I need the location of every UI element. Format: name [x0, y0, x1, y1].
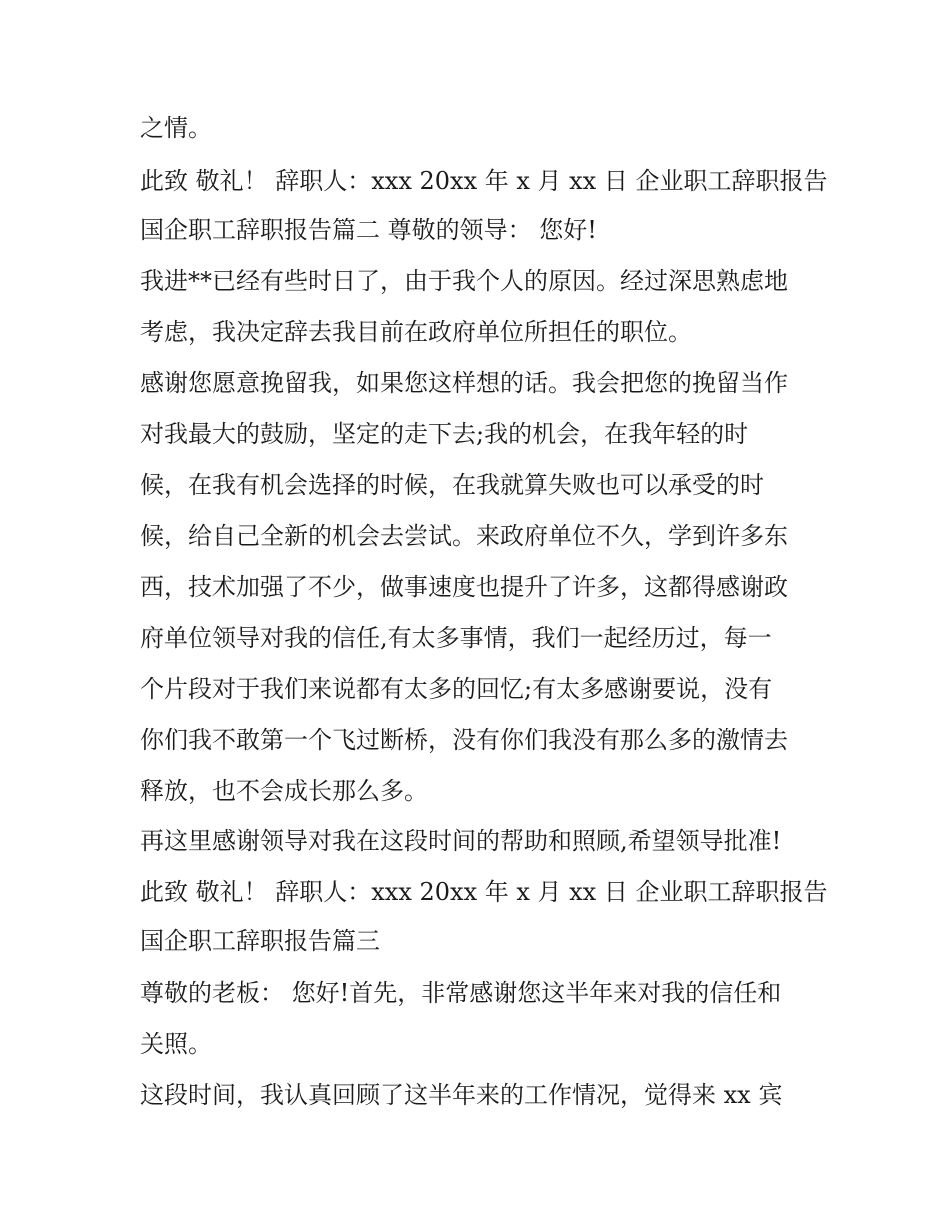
- text-line: 释放，也不会成长那么多。: [140, 777, 428, 805]
- text-line: 西，技术加强了不少，做事速度也提升了许多，这都得感谢政: [140, 573, 788, 601]
- text-line: 感谢您愿意挽留我，如果您这样想的话。我会把您的挽留当作: [140, 369, 788, 397]
- text-line: 国企职工辞职报告篇三: [140, 927, 380, 955]
- text-line: 个片段对于我们来说都有太多的回忆;有太多感谢要说，没有: [140, 675, 773, 703]
- text-line: 对我最大的鼓励，坚定的走下去;我的机会，在我年轻的时: [140, 420, 749, 448]
- text-line: 考虑，我决定辞去我目前在政府单位所担任的职位。: [140, 318, 692, 346]
- text-line: 国企职工辞职报告篇二 尊敬的领导： 您好!: [140, 216, 597, 244]
- text-line: 关照。: [140, 1030, 212, 1058]
- text-line: 此致 敬礼！ 辞职人：xxx 20xx 年 x 月 xx 日 企业职工辞职报告: [140, 167, 828, 195]
- text-line: 此致 敬礼！ 辞职人：xxx 20xx 年 x 月 xx 日 企业职工辞职报告: [140, 878, 828, 906]
- text-line: 之情。: [140, 114, 212, 142]
- text-line: 府单位领导对我的信任,有太多事情，我们一起经历过，每一: [140, 624, 772, 652]
- text-line: 候，给自己全新的机会去尝试。来政府单位不久，学到许多东: [140, 522, 788, 550]
- text-line: 我进**已经有些时日了，由于我个人的原因。经过深思熟虑地: [140, 267, 788, 295]
- text-line: 候，在我有机会选择的时候，在我就算失败也可以承受的时: [140, 471, 764, 499]
- text-line: 尊敬的老板： 您好!首先，非常感谢您这半年来对我的信任和: [140, 979, 782, 1007]
- text-line: 你们我不敢第一个飞过断桥，没有你们我没有那么多的激情去: [140, 726, 788, 754]
- text-line: 再这里感谢领导对我在这段时间的帮助和照顾,希望领导批准!: [140, 827, 782, 855]
- text-line: 这段时间，我认真回顾了这半年来的工作情况，觉得来 xx 宾: [140, 1081, 783, 1109]
